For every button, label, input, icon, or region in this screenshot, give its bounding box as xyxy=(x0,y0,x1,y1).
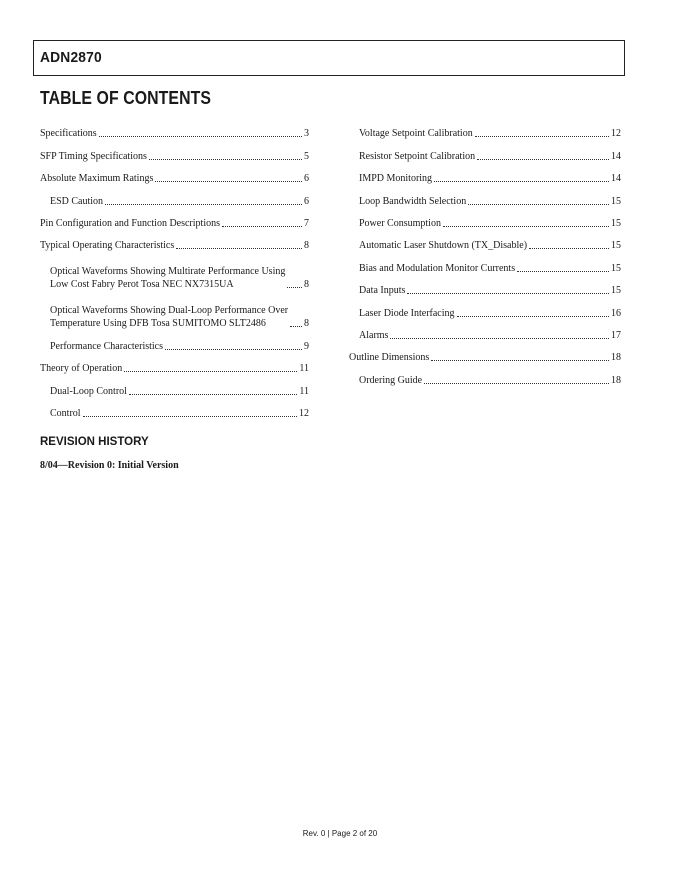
toc-entry-title: SFP Timing Specifications xyxy=(40,150,147,162)
toc-entry[interactable] xyxy=(349,140,621,162)
toc-dot-leader xyxy=(124,371,297,372)
toc-page-number: 15 xyxy=(611,217,621,229)
toc-title: TABLE OF CONTENTS xyxy=(40,88,212,108)
toc-dot-leader xyxy=(443,226,609,227)
revision-history-heading: REVISION HISTORY xyxy=(40,436,149,448)
toc-entry[interactable] xyxy=(349,163,621,185)
toc-entry-title: Laser Diode Interfacing xyxy=(359,307,455,319)
toc-entry-title: Pin Configuration and Function Descriptions xyxy=(40,217,220,229)
toc-page-number: 8 xyxy=(304,240,309,252)
toc-entry-title: Outline Dimensions xyxy=(349,352,430,364)
toc-entry-title: ESD Caution xyxy=(50,195,104,207)
toc-entry[interactable] xyxy=(40,353,309,375)
toc-entry-title: Theory of Operation xyxy=(40,363,123,375)
toc-dot-leader xyxy=(477,159,609,160)
toc-page-number: 11 xyxy=(299,385,309,397)
toc-page-number: 15 xyxy=(611,195,621,207)
toc-column-left xyxy=(40,118,309,420)
toc-entry-title: Power Consumption xyxy=(359,217,441,229)
toc-page-number: 15 xyxy=(611,240,621,252)
toc-entry-title: Performance Characteristics xyxy=(50,340,164,352)
toc-page-number: 18 xyxy=(611,352,621,364)
toc-dot-leader xyxy=(99,136,302,137)
toc-entry[interactable] xyxy=(40,140,309,162)
toc-dot-leader xyxy=(83,416,297,417)
toc-entry-title: Typical Operating Characteristics xyxy=(40,240,175,252)
toc-page-number: 5 xyxy=(304,150,309,162)
toc-dot-leader xyxy=(155,181,302,182)
toc-page-number: 6 xyxy=(304,195,309,207)
toc-dot-leader xyxy=(165,349,302,350)
toc-entry-title: Data Inputs xyxy=(359,285,406,297)
toc-dot-leader xyxy=(290,326,302,327)
toc-page-number: 14 xyxy=(611,173,621,185)
toc-page-number: 15 xyxy=(611,285,621,297)
toc-entry[interactable] xyxy=(349,364,621,386)
document-id: ADN2870 xyxy=(40,49,102,66)
toc-entry-title: Alarms xyxy=(359,329,389,341)
toc-entry[interactable] xyxy=(40,230,309,252)
revision-history-entry: 8/04—Revision 0: Initial Version xyxy=(40,460,179,471)
toc-dot-leader xyxy=(468,204,609,205)
toc-entry-title: Resistor Setpoint Calibration xyxy=(359,150,476,162)
toc-page-number: 12 xyxy=(611,128,621,140)
toc-dot-leader xyxy=(105,204,302,205)
toc-entry[interactable] xyxy=(349,118,621,140)
document-header-box xyxy=(33,40,625,76)
toc-entry-title: Optical Waveforms Showing Dual-Loop Performance Over Temperature Using DFB Tosa SUMITOMO SLT2486 xyxy=(50,305,289,330)
toc-column-right xyxy=(349,118,621,387)
toc-dot-leader xyxy=(129,394,297,395)
toc-dot-leader xyxy=(176,248,302,249)
toc-dot-leader xyxy=(434,181,609,182)
toc-dot-leader xyxy=(529,248,609,249)
toc-dot-leader xyxy=(517,271,609,272)
toc-entry[interactable] xyxy=(40,118,309,140)
toc-entry-title: Optical Waveforms Showing Multirate Performance Using Low Cost Fabry Perot Tosa NEC NX7315UA xyxy=(50,266,286,291)
toc-entry[interactable] xyxy=(349,252,621,274)
toc-entry[interactable] xyxy=(40,375,309,397)
toc-page-number: 17 xyxy=(611,329,621,341)
toc-entry-title: Dual-Loop Control xyxy=(50,385,127,397)
toc-page-number: 16 xyxy=(611,307,621,319)
toc-page-number: 11 xyxy=(299,363,309,375)
toc-entry-title: Ordering Guide xyxy=(359,374,423,386)
toc-page-number: 8 xyxy=(304,279,309,291)
toc-entry[interactable] xyxy=(40,185,309,207)
toc-entry[interactable] xyxy=(40,291,309,330)
toc-entry[interactable] xyxy=(40,208,309,230)
toc-dot-leader xyxy=(287,287,302,288)
toc-entry[interactable] xyxy=(40,330,309,352)
toc-page-number: 18 xyxy=(611,374,621,386)
toc-entry-title: Voltage Setpoint Calibration xyxy=(359,128,473,140)
toc-entry-title: Absolute Maximum Ratings xyxy=(40,173,154,185)
toc-entry-title: IMPD Monitoring xyxy=(359,173,433,185)
toc-entry[interactable] xyxy=(349,185,621,207)
toc-entry[interactable] xyxy=(349,342,621,364)
toc-entry[interactable] xyxy=(349,297,621,319)
toc-dot-leader xyxy=(475,136,609,137)
toc-entry[interactable] xyxy=(40,398,309,420)
toc-dot-leader xyxy=(457,316,609,317)
toc-page-number: 9 xyxy=(304,340,309,352)
toc-entry[interactable] xyxy=(349,320,621,342)
toc-entry[interactable] xyxy=(349,230,621,252)
toc-entry-title: Loop Bandwidth Selection xyxy=(359,195,467,207)
toc-entry[interactable] xyxy=(40,163,309,185)
toc-dot-leader xyxy=(431,360,609,361)
toc-entry-title: Automatic Laser Shutdown (TX_Disable) xyxy=(359,240,528,252)
toc-entry-title: Bias and Modulation Monitor Currents xyxy=(359,262,516,274)
toc-page-number: 14 xyxy=(611,150,621,162)
toc-page-number: 12 xyxy=(299,407,309,419)
toc-dot-leader xyxy=(390,338,609,339)
toc-entry-title: Control xyxy=(50,407,81,419)
toc-page-number: 3 xyxy=(304,128,309,140)
toc-entry[interactable] xyxy=(40,252,309,291)
toc-page-number: 7 xyxy=(304,217,309,229)
toc-dot-leader xyxy=(424,383,609,384)
toc-entry[interactable] xyxy=(349,208,621,230)
toc-entry-title: Specifications xyxy=(40,128,97,140)
toc-dot-leader xyxy=(222,226,302,227)
toc-page-number: 6 xyxy=(304,173,309,185)
toc-dot-leader xyxy=(407,293,609,294)
toc-entry[interactable] xyxy=(349,275,621,297)
toc-page-number: 8 xyxy=(304,318,309,330)
page-footer: Rev. 0 | Page 2 of 20 xyxy=(302,829,378,838)
toc-dot-leader xyxy=(149,159,302,160)
toc-page-number: 15 xyxy=(611,262,621,274)
